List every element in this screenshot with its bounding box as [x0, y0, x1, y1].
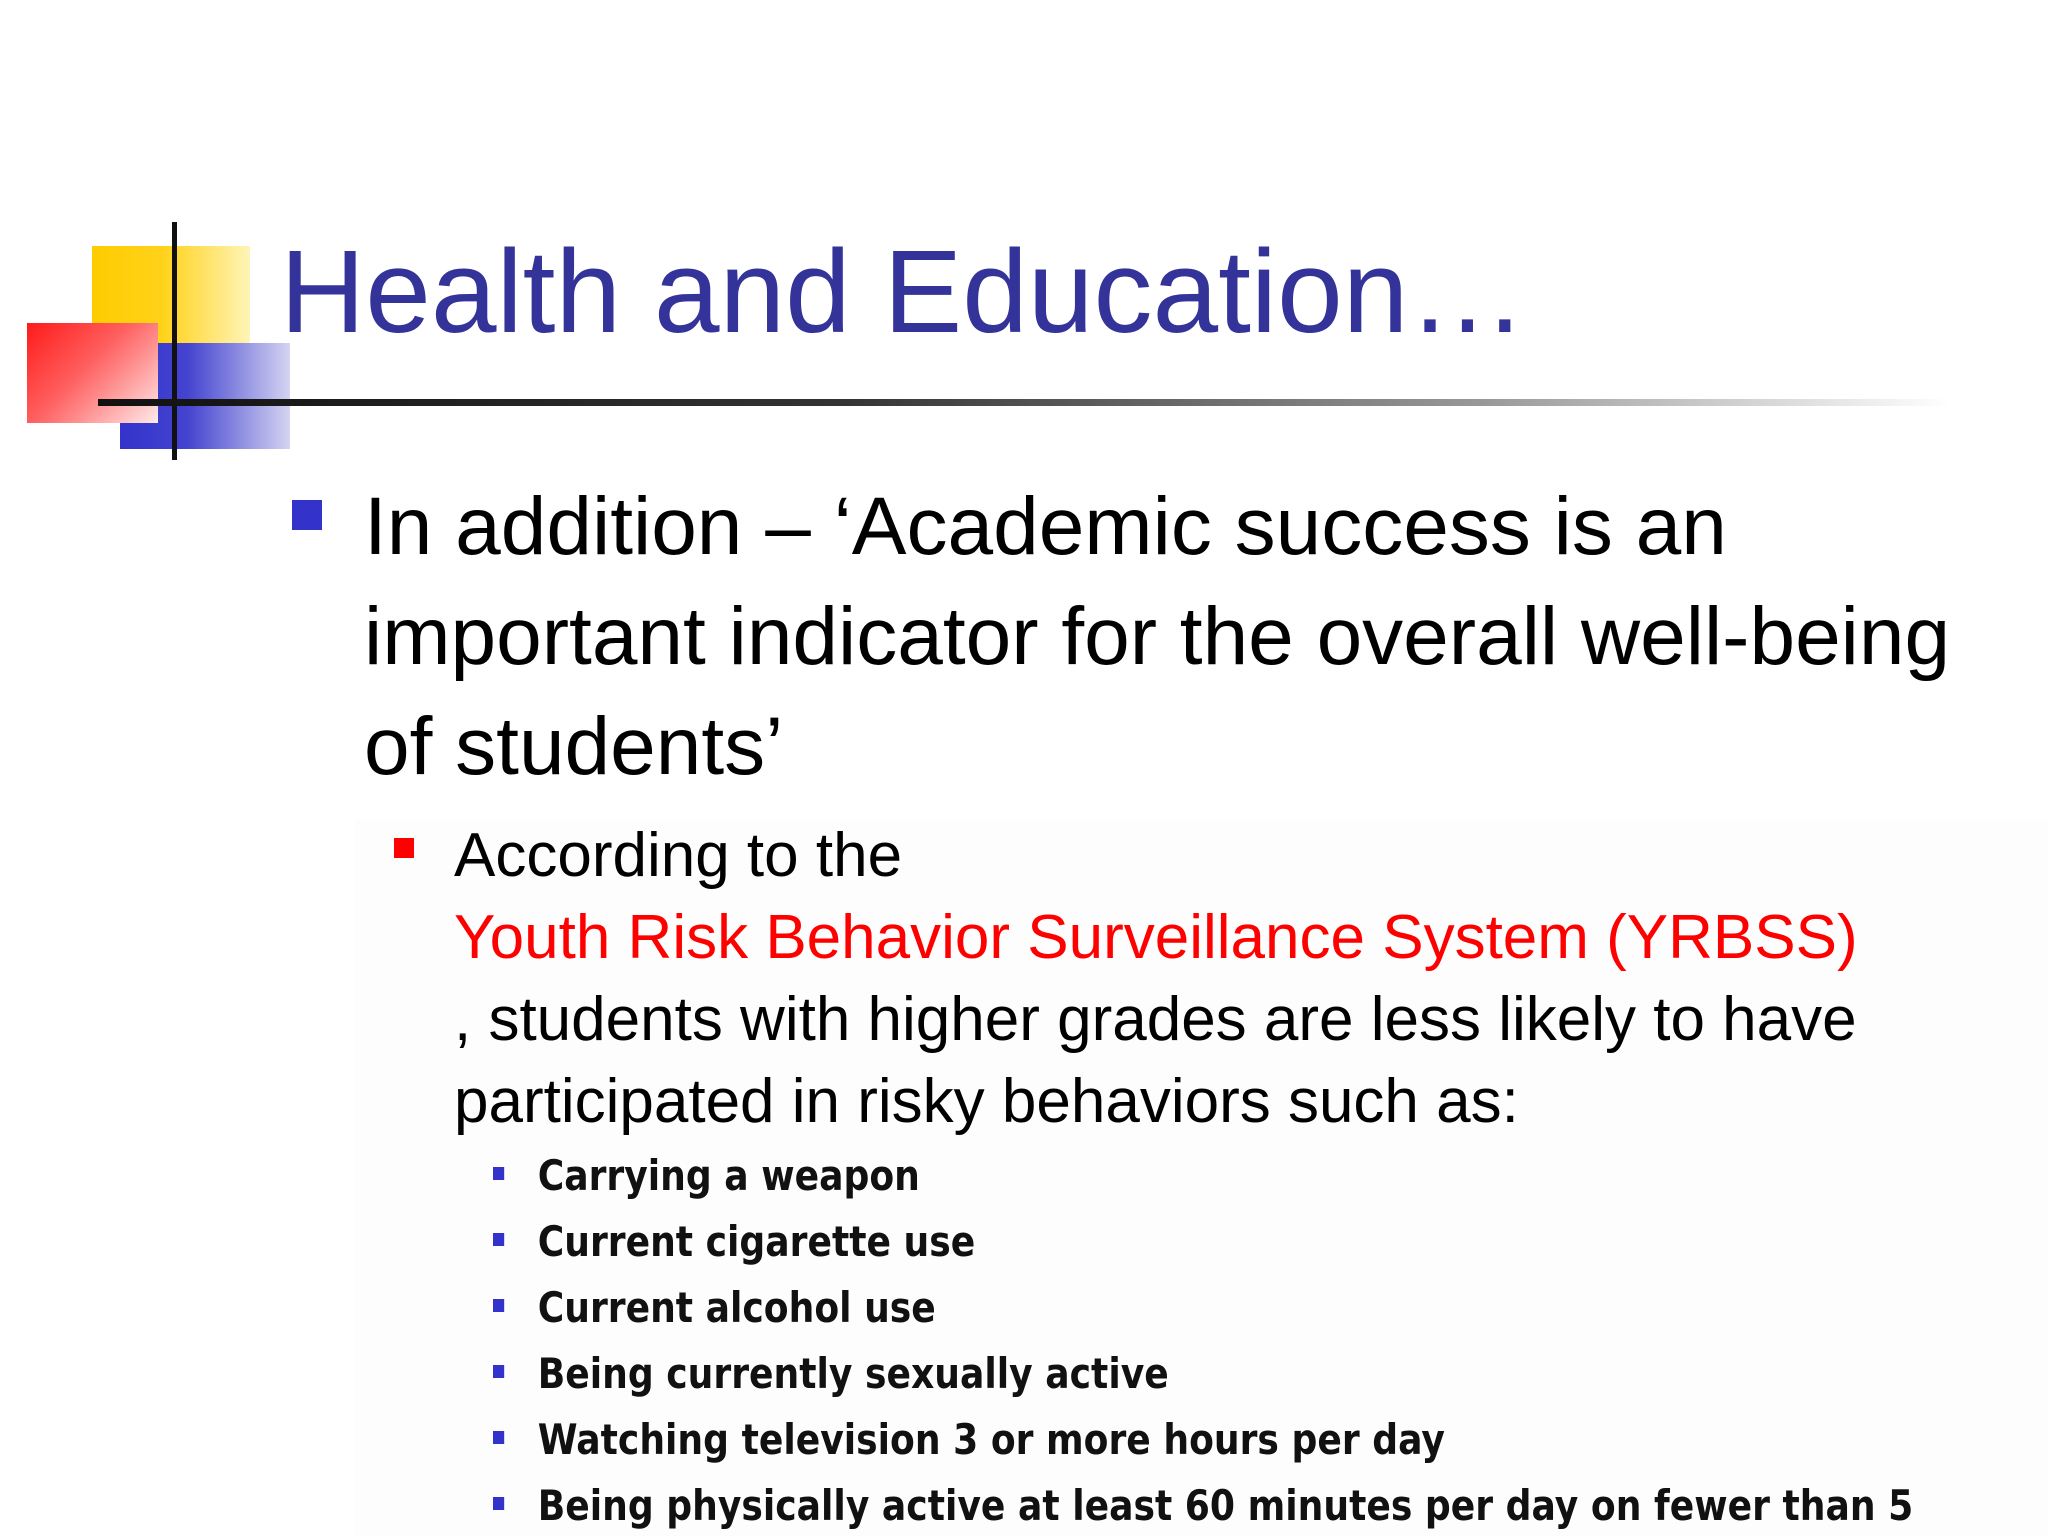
behavior-label: Current cigarette use	[537, 1217, 976, 1266]
list-item	[493, 1473, 1913, 1536]
behavior-label: Being physically active at least 60 minutes per day on fewer than 5	[537, 1481, 1914, 1530]
vertical-rule	[172, 222, 177, 460]
level3-bullet-icon	[493, 1233, 504, 1246]
level3-bullet-icon	[493, 1497, 504, 1510]
behavior-label: Being currently sexually active	[537, 1349, 1169, 1398]
behavior-label: Watching television 3 or more hours per day	[537, 1415, 1445, 1464]
bullet-yrbss	[454, 815, 2039, 1143]
level2-bullet-icon	[394, 838, 414, 858]
slide-title: Health and Education…	[280, 226, 1527, 358]
yrbss-prefix: According to the	[454, 821, 903, 890]
list-item	[493, 1275, 1913, 1341]
red-square	[27, 323, 158, 423]
list-item	[493, 1143, 1913, 1209]
level3-bullet-icon	[493, 1167, 504, 1180]
risky-behaviors-list	[493, 1143, 2048, 1536]
level3-bullet-icon	[493, 1299, 504, 1312]
level3-bullet-icon	[493, 1365, 504, 1378]
list-item	[493, 1407, 1913, 1473]
level3-bullet-icon	[493, 1431, 504, 1444]
list-item	[493, 1341, 1913, 1407]
behavior-label: Current alcohol use	[537, 1283, 936, 1332]
yrbss-link[interactable]: Youth Risk Behavior Surveillance System (YRBSS)	[454, 903, 1858, 972]
bullet-academic-success: In addition – ‘Academic success is an important indicator for the overall well-being of students’	[364, 481, 1951, 792]
behavior-label: Carrying a weapon	[537, 1151, 920, 1200]
list-item	[493, 1209, 1913, 1275]
title-underline	[98, 399, 1950, 406]
level1-bullet-icon	[292, 500, 322, 530]
yrbss-suffix: , students with higher grades are less likely to have participated in risky behaviors such as:	[454, 985, 1857, 1136]
